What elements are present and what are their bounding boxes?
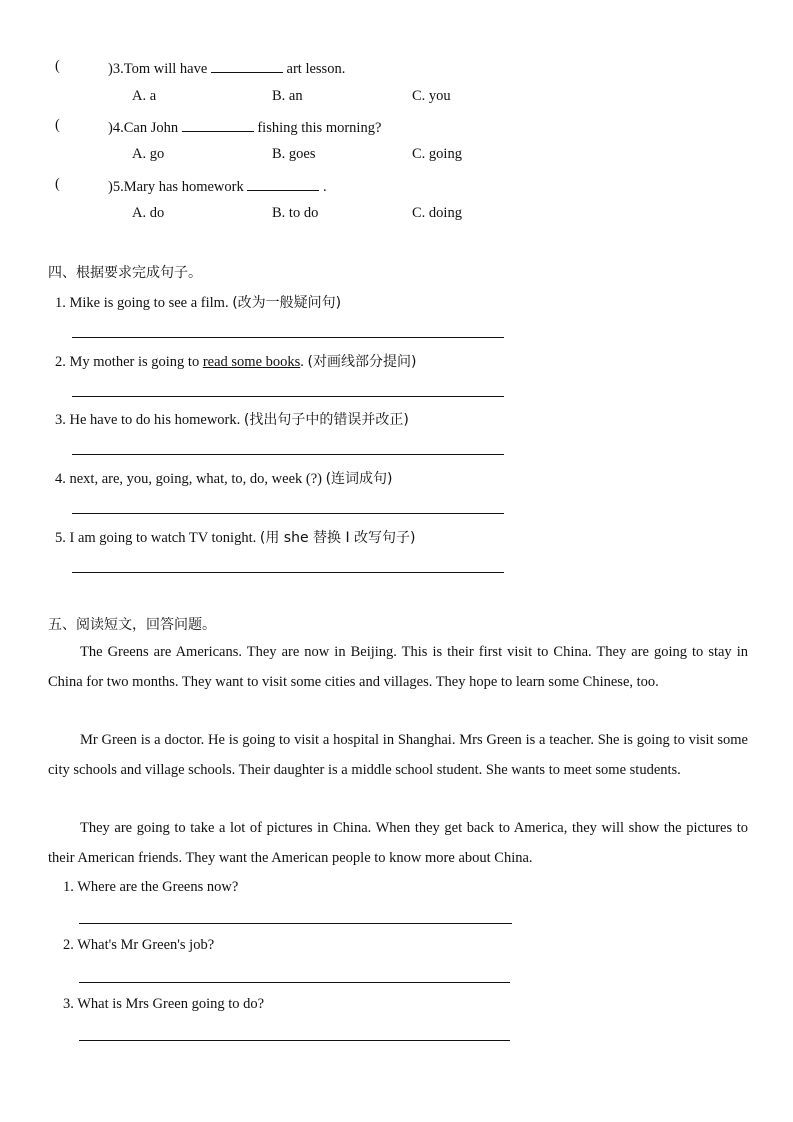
option-a[interactable]: A. go bbox=[132, 146, 165, 162]
item-instruction: (连词成句) bbox=[325, 471, 393, 487]
option-b[interactable]: B. an bbox=[272, 88, 303, 104]
reading-answer-line-1[interactable] bbox=[79, 923, 512, 924]
answer-line-3[interactable] bbox=[72, 454, 504, 455]
item-instruction: (对画线部分提问) bbox=[307, 354, 417, 370]
question-stem: Can John bbox=[123, 120, 179, 136]
answer-line-4[interactable] bbox=[72, 513, 504, 514]
question-text bbox=[108, 176, 327, 196]
section-4-title: 四、根据要求完成句子。 bbox=[48, 265, 202, 281]
item-instruction: (改为一般疑问句) bbox=[232, 295, 342, 311]
question-stem: Tom will have bbox=[123, 61, 208, 77]
answer-blank[interactable] bbox=[211, 58, 283, 73]
rewrite-item-5 bbox=[55, 527, 416, 547]
item-text: 4. next, are, you, going, what, to, do, week (?) bbox=[55, 471, 326, 487]
paren-left: ( bbox=[55, 58, 60, 74]
question-stem-end: art lesson. bbox=[286, 61, 346, 77]
section-5-title: 五、阅读短文，回答问题。 bbox=[48, 617, 216, 633]
reading-question-2: 2. What's Mr Green's job? bbox=[63, 937, 215, 953]
rewrite-item-1 bbox=[55, 292, 341, 312]
answer-blank[interactable] bbox=[182, 117, 254, 132]
underlined-phrase: read some books bbox=[202, 354, 301, 370]
question-stem-end: fishing this morning? bbox=[257, 120, 382, 136]
option-a[interactable]: A. do bbox=[132, 205, 165, 221]
item-instruction: (用 she 替换 I 改写句子) bbox=[259, 530, 416, 546]
paragraph-text: They are going to take a lot of pictures in China. When they get back to America, they will show the pictures to their American friends. They want the American people to know more about China. bbox=[48, 820, 748, 866]
item-text: 2. My mother is going to bbox=[55, 354, 203, 370]
paren-left: ( bbox=[55, 176, 60, 192]
reading-paragraph-2 bbox=[48, 726, 748, 785]
question-text bbox=[108, 117, 381, 137]
item-text: 3. He have to do his homework. bbox=[55, 412, 244, 428]
question-number: )4. bbox=[108, 120, 124, 136]
question-text bbox=[108, 58, 345, 78]
paren-left: ( bbox=[55, 117, 60, 133]
item-punct: . bbox=[300, 354, 308, 370]
paragraph-text: Mr Green is a doctor. He is going to visit a hospital in Shanghai. Mrs Green is a teacher. She is going to visit some city schools and village schools. Their daughter is a middle school student. She wants to meet some students. bbox=[48, 732, 748, 778]
option-b[interactable]: B. to do bbox=[272, 205, 319, 221]
question-stem-end: . bbox=[322, 179, 327, 195]
reading-answer-line-3[interactable] bbox=[79, 1040, 510, 1041]
item-text: 1. Mike is going to see a film. bbox=[55, 295, 233, 311]
option-a[interactable]: A. a bbox=[132, 88, 157, 104]
answer-line-5[interactable] bbox=[72, 572, 504, 573]
option-c[interactable]: C. going bbox=[412, 146, 462, 162]
option-c[interactable]: C. doing bbox=[412, 205, 462, 221]
reading-answer-line-2[interactable] bbox=[79, 982, 510, 983]
reading-question-3: 3. What is Mrs Green going to do? bbox=[63, 996, 265, 1012]
rewrite-item-3 bbox=[55, 409, 409, 429]
item-instruction: (找出句子中的错误并改正) bbox=[243, 412, 409, 428]
question-number: )3. bbox=[108, 61, 124, 77]
question-stem: Mary has homework bbox=[123, 179, 244, 195]
answer-blank[interactable] bbox=[247, 176, 319, 191]
rewrite-item-4 bbox=[55, 468, 393, 488]
item-text: 5. I am going to watch TV tonight. bbox=[55, 530, 260, 546]
option-c[interactable]: C. you bbox=[412, 88, 451, 104]
option-b[interactable]: B. goes bbox=[272, 146, 316, 162]
reading-paragraph-1 bbox=[48, 638, 748, 697]
answer-line-2[interactable] bbox=[72, 396, 504, 397]
reading-question-1: 1. Where are the Greens now? bbox=[63, 879, 239, 895]
question-number: )5. bbox=[108, 179, 124, 195]
answer-line-1[interactable] bbox=[72, 337, 504, 338]
paragraph-text: The Greens are Americans. They are now in Beijing. This is their first visit to China. They are going to stay in China for two months. They want to visit some cities and villages. They hope to learn some Chinese, too. bbox=[48, 644, 748, 690]
rewrite-item-2 bbox=[55, 351, 416, 371]
reading-paragraph-3 bbox=[48, 814, 748, 873]
